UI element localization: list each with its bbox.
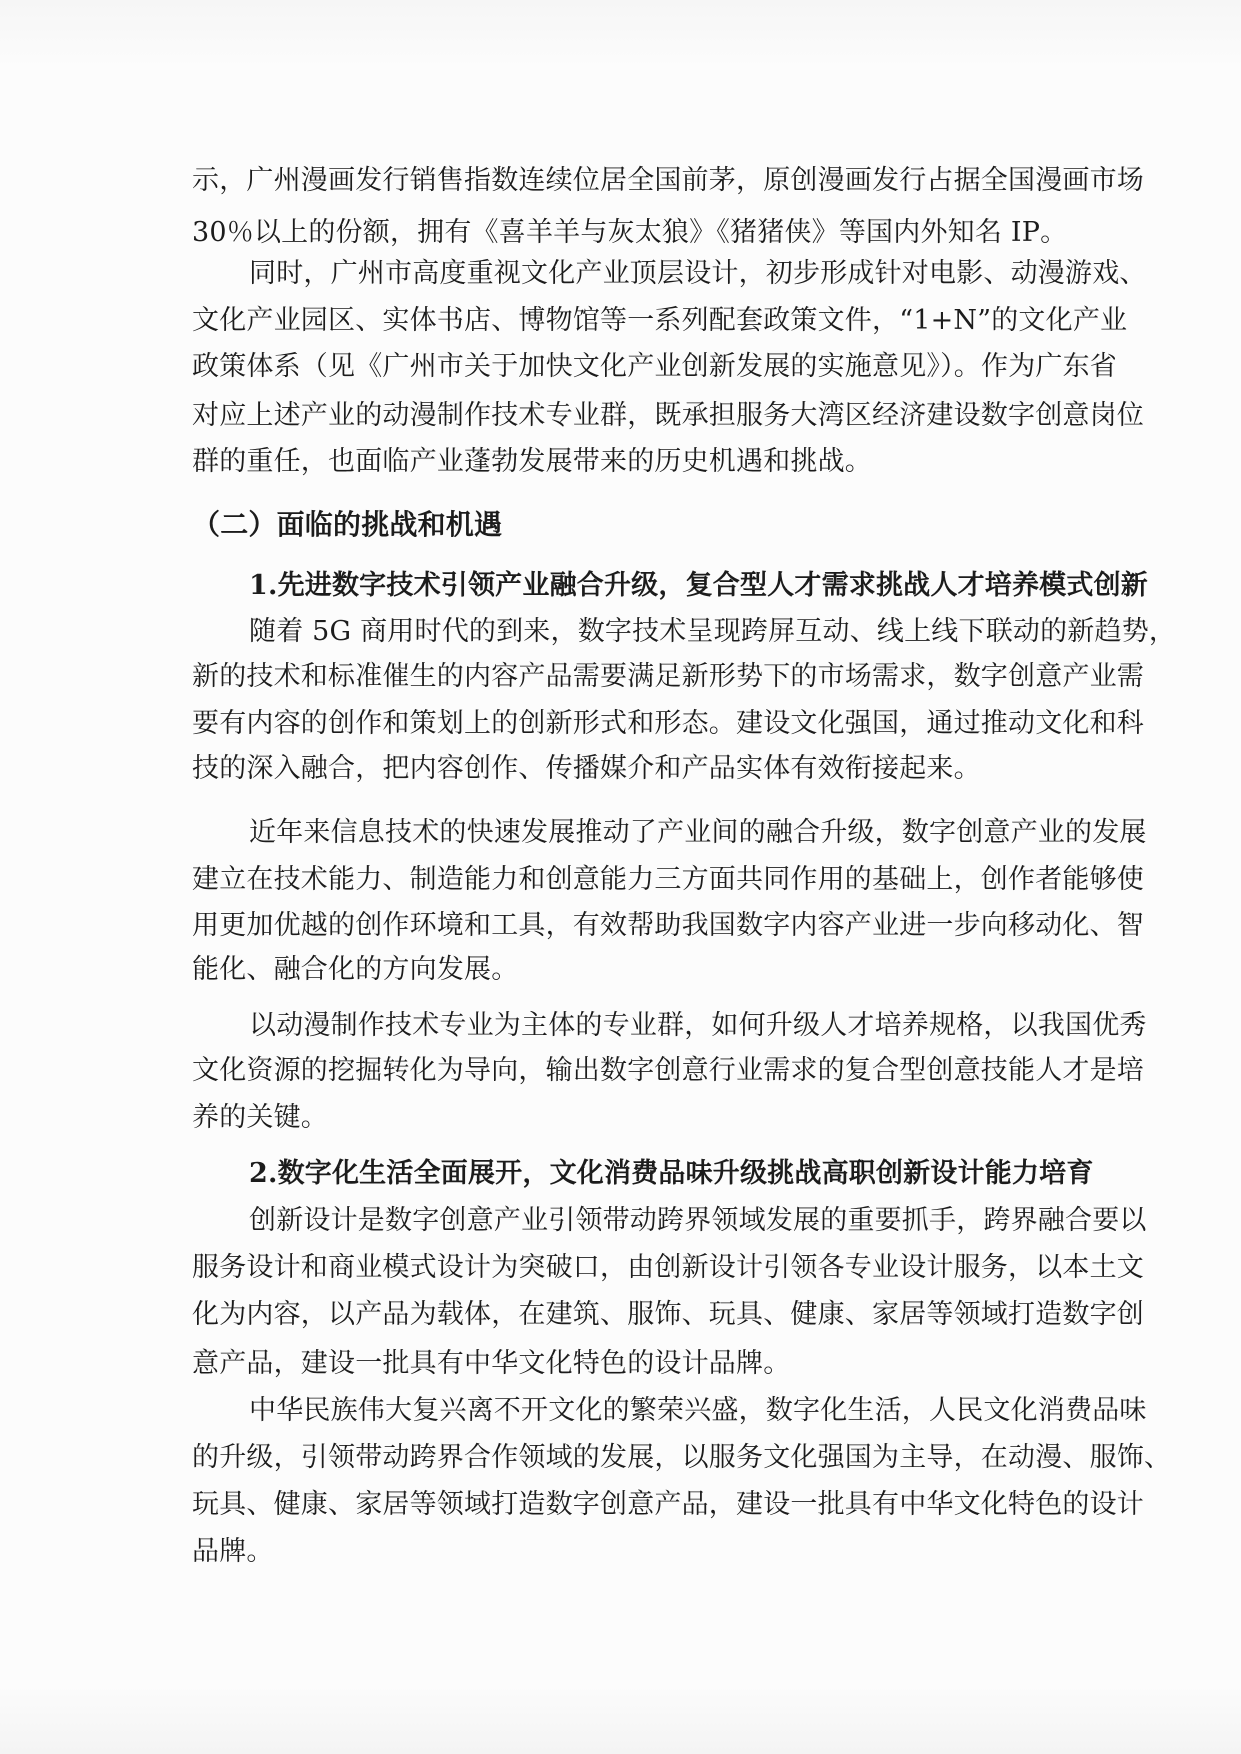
text-line: 近年来信息技术的快速发展推动了产业间的融合升级，数字创意产业的发展 — [249, 817, 1147, 848]
text-line: 建立在技术能力、制造能力和创意能力三方面共同作用的基础上，创作者能够使 — [192, 864, 1144, 895]
text-line: 创新设计是数字创意产业引领带动跨界领域发展的重要抓手，跨界融合要以 — [249, 1205, 1147, 1236]
text-line: 政策体系（见《广州市关于加快文化产业创新发展的实施意见》）。作为广东省 — [192, 351, 1117, 382]
text-line: 中华民族伟大复兴离不开文化的繁荣兴盛，数字化生活，人民文化消费品味 — [249, 1395, 1147, 1426]
text-line: 要有内容的创作和策划上的创新形式和形态。建设文化强国，通过推动文化和科 — [192, 708, 1144, 739]
text-line: 新的技术和标准催生的内容产品需要满足新形势下的市场需求，数字创意产业需 — [192, 661, 1144, 692]
text-line: （二）面临的挑战和机遇 — [192, 508, 503, 541]
text-line: 文化资源的挖掘转化为导向，输出数字创意行业需求的复合型创意技能人才是培 — [192, 1055, 1144, 1086]
text-line: 化为内容，以产品为载体，在建筑、服饰、玩具、健康、家居等领域打造数字创 — [192, 1299, 1144, 1330]
text-line: 以动漫制作技术专业为主体的专业群，如何升级人才培养规格，以我国优秀 — [249, 1010, 1147, 1041]
text-line: 品牌。 — [192, 1536, 274, 1567]
text-line: 同时，广州市高度重视文化产业顶层设计，初步形成针对电影、动漫游戏、 — [249, 258, 1147, 289]
text-line: 随着 5G 商用时代的到来，数字技术呈现跨屏互动、线上线下联动的新趋势， — [249, 616, 1177, 647]
text-line: 服务设计和商业模式设计为突破口，由创新设计引领各专业设计服务，以本土文 — [192, 1252, 1144, 1283]
text-line: 群的重任，也面临产业蓬勃发展带来的历史机遇和挑战。 — [192, 446, 872, 477]
text-line: 2.数字化生活全面展开，文化消费品味升级挑战高职创新设计能力培育 — [249, 1158, 1094, 1189]
text-line: 对应上述产业的动漫制作技术专业群，既承担服务大湾区经济建设数字创意岗位 — [192, 400, 1144, 431]
text-line: 文化产业园区、实体书店、博物馆等一系列配套政策文件，“1+N”的文化产业 — [192, 305, 1128, 336]
text-line: 养的关键。 — [192, 1102, 328, 1133]
text-line: 玩具、健康、家居等领域打造数字创意产品，建设一批具有中华文化特色的设计 — [192, 1489, 1144, 1520]
text-line: 技的深入融合，把内容创作、传播媒介和产品实体有效衔接起来。 — [192, 753, 981, 784]
text-line: 用更加优越的创作环境和工具，有效帮助我国数字内容产业进一步向移动化、智 — [192, 910, 1144, 941]
text-line: 30％以上的份额，拥有《喜羊羊与灰太狼》《猪猪侠》等国内外知名 IP。 — [192, 217, 1068, 248]
text-line: 能化、融合化的方向发展。 — [192, 954, 519, 985]
text-line: 1.先进数字技术引领产业融合升级，复合型人才需求挑战人才培养模式创新 — [249, 570, 1148, 601]
text-line: 的升级，引领带动跨界合作领域的发展，以服务文化强国为主导，在动漫、服饰、 — [192, 1442, 1172, 1473]
text-line: 示，广州漫画发行销售指数连续位居全国前茅，原创漫画发行占据全国漫画市场 — [192, 165, 1144, 196]
text-line: 意产品，建设一批具有中华文化特色的设计品牌。 — [192, 1348, 791, 1379]
